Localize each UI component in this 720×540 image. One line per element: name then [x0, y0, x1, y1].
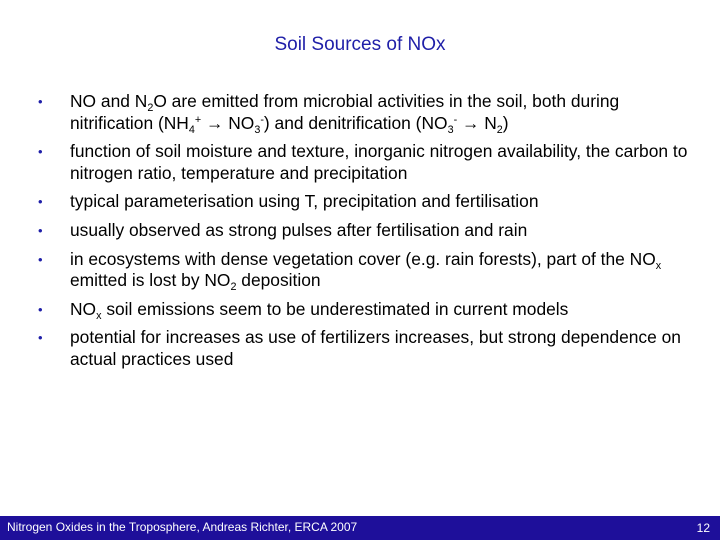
text-run: NO — [70, 298, 97, 319]
bullet-icon: • — [38, 301, 43, 317]
bullet-text — [70, 141, 687, 183]
bullet-icon: • — [38, 251, 43, 267]
superscript: + — [194, 113, 202, 126]
bullet-text — [70, 298, 569, 322]
subscript: 4 — [188, 123, 195, 136]
bullet-list — [38, 91, 698, 378]
bullet-text — [70, 191, 539, 211]
text-run: ) and denitrification (NO — [263, 112, 448, 133]
bullet-text — [70, 327, 681, 369]
bullet-text — [70, 91, 620, 136]
text-run: NO and N — [70, 91, 148, 111]
bullet-item — [38, 141, 698, 184]
text-run: deposition — [236, 270, 321, 291]
bullet-item — [38, 220, 698, 242]
superscript: - — [260, 113, 264, 126]
bullet-item — [38, 299, 698, 321]
bullet-icon: • — [38, 194, 43, 210]
text-run: ) — [502, 112, 509, 133]
page-number: 12 — [696, 521, 710, 535]
bullet-icon: • — [38, 222, 43, 238]
subscript: x — [96, 309, 102, 322]
footer-caption: Nitrogen Oxides in the Troposphere, Andreas Richter, ERCA 2007 — [7, 520, 358, 534]
text-run: → N — [457, 112, 497, 133]
text-run: emitted is lost by NO — [70, 270, 231, 291]
text-run: → NO — [201, 112, 255, 133]
subscript: 2 — [230, 280, 237, 293]
bullet-item — [38, 327, 698, 370]
bullet-item — [38, 191, 698, 213]
subscript: 3 — [447, 123, 454, 136]
bullet-icon: • — [38, 330, 43, 346]
text-run: usually observed as strong pulses after fertilisation and rain — [70, 219, 528, 240]
superscript: - — [453, 113, 458, 126]
footer-bar — [0, 516, 720, 540]
text-run: function of soil moisture and texture, inorganic nitrogen availability, the carbon to nitrogen ratio, temperature and precipitation — [70, 141, 688, 183]
text-run: soil emissions seem to be underestimated in current models — [101, 298, 569, 319]
subscript: 2 — [496, 123, 503, 136]
slide-title: Soil Sources of NOx — [274, 34, 446, 55]
bullet-item — [38, 91, 698, 134]
bullet-text — [70, 220, 527, 240]
subscript: x — [655, 259, 662, 272]
bullet-icon: • — [38, 144, 43, 160]
text-run: potential for increases as use of fertilizers increases, but strong dependence on actual practices used — [70, 327, 681, 369]
subscript: 2 — [147, 101, 154, 114]
bullet-item — [38, 249, 698, 292]
bullet-text — [70, 249, 661, 291]
bullet-icon: • — [38, 94, 43, 109]
text-run: O are emitted from microbial activities in the soil, both during nitrification (NH — [70, 91, 620, 133]
text-run: in ecosystems with dense vegetation cover (e.g. rain forests), part of the NO — [70, 248, 656, 269]
subscript: 3 — [254, 123, 261, 136]
text-run: typical parameterisation using T, precipitation and fertilisation — [70, 191, 539, 212]
